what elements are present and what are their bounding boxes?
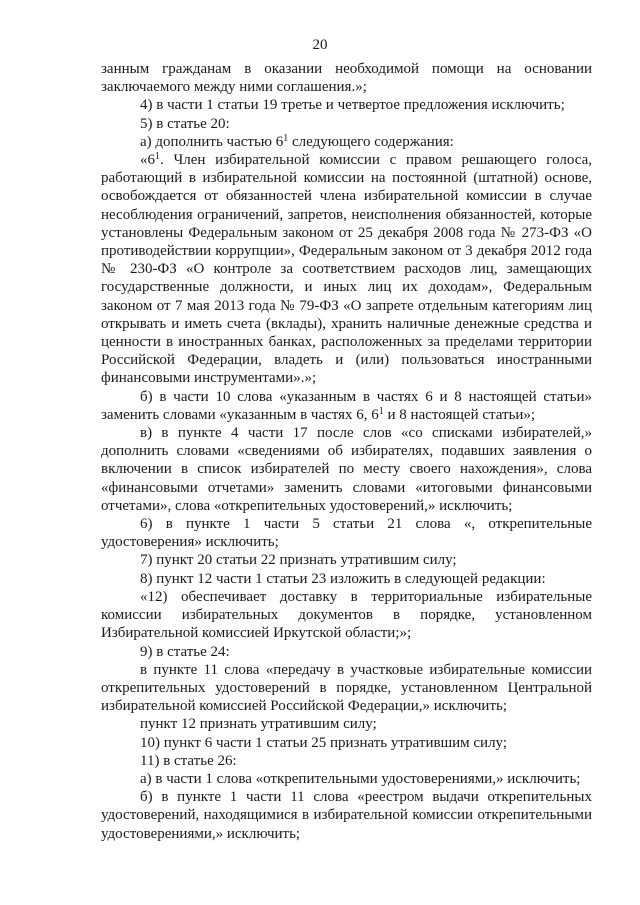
paragraph-item-6: 6) в пункте 1 части 5 статьи 21 слова «, открепительные удостоверения» исключить; [101, 516, 592, 551]
paragraph-item-8: 8) пункт 12 части 1 статьи 23 изложить в следующей редакции: [140, 570, 546, 587]
page-number: 20 [312, 37, 328, 53]
paragraph-item-11: 11) в статье 26: [140, 752, 237, 769]
paragraph-item-9-point-12: пункт 12 признать утратившим силу; [140, 716, 377, 733]
paragraph-item-9: 9) в статье 24: [140, 643, 230, 660]
paragraph-11a: а) в части 1 слова «открепительными удостоверениями,» исключить; [140, 770, 581, 787]
paragraph-continuation: занным гражданам в оказании необходимой помощи на основании заключаемого между ними соглашения.»; [101, 61, 592, 96]
paragraph-11b: б) в пункте 1 части 11 слова «реестром выдачи открепительных удостоверений, находящимися в избирательной комиссии открепительными удостоверениями,» исключить; [101, 789, 592, 842]
paragraph-5v: в) в пункте 4 части 17 после слов «со списками избирателей,» дополнить словами «сведениями об избирателях, подавших заявления о включении в список избирателей по месту своего нахождения», слова «финансовыми отчетами» заменить словами «итоговыми финансовыми отчетами», слова «открепительных удостоверений,» исключить; [101, 425, 592, 514]
paragraph-item-10: 10) пункт 6 части 1 статьи 25 признать утратившим силу; [140, 734, 508, 751]
paragraph-item-5: 5) в статье 20: [140, 115, 230, 132]
paragraph-part-6-1-text: «$6^1$. Член избирательной комиссии с правом решающего голоса, работающий в избирательной комиссии на постоянной (штатной) основе, освобождается от обязанностей члена избирательной комиссии в случае несоблюдения ограничений, запретов, неисполнения обязанностей, которые установлены Федеральным законом от 25 декабря 2008 года № 273-ФЗ «О противодействии коррупции», Федеральным законом от 3 декабря 2012 года № 230-ФЗ «О контроле за соответствием расходов лиц, замещающих государственные должности, и иных лиц их доходам», Федеральным законом от 7 мая 2013 года № 79-ФЗ «О запрете отдельным категориям лиц открывать и иметь счета (вклады), хранить наличные денежные средства и ценности в иностранных банках, расположенных за пределами территории Российской Федерации, владеть и (или) пользоваться иностранными финансовыми инструментами».»; [101, 151, 592, 387]
paragraph-5a: а) дополнить частью $6^1$ следующего содержания: [140, 132, 454, 150]
paragraph-item-4: 4) в части 1 статьи 19 третье и четвертое предложения исключить; [140, 97, 565, 114]
document-body [101, 60, 592, 843]
paragraph-item-7: 7) пункт 20 статьи 22 признать утратившим силу; [140, 552, 457, 569]
paragraph-item-9-point-11: в пункте 11 слова «передачу в участковые избирательные комиссии открепительных удостоверений в порядке, установленном Центральной избирательной комиссией Российской Федерации,» исключить; [101, 661, 592, 715]
paragraph-5b: б) в части 10 слова «указанным в частях 6 и 8 настоящей статьи» заменить словами «указанным в частях 6, $6^1$ и 8 настоящей статьи»; [101, 388, 592, 423]
paragraph-item-8-text: «12) обеспечивает доставку в территориальные избирательные комиссии избирательных документов в порядке, установленном Избирательной комиссией Иркутской области;»; [101, 588, 592, 642]
